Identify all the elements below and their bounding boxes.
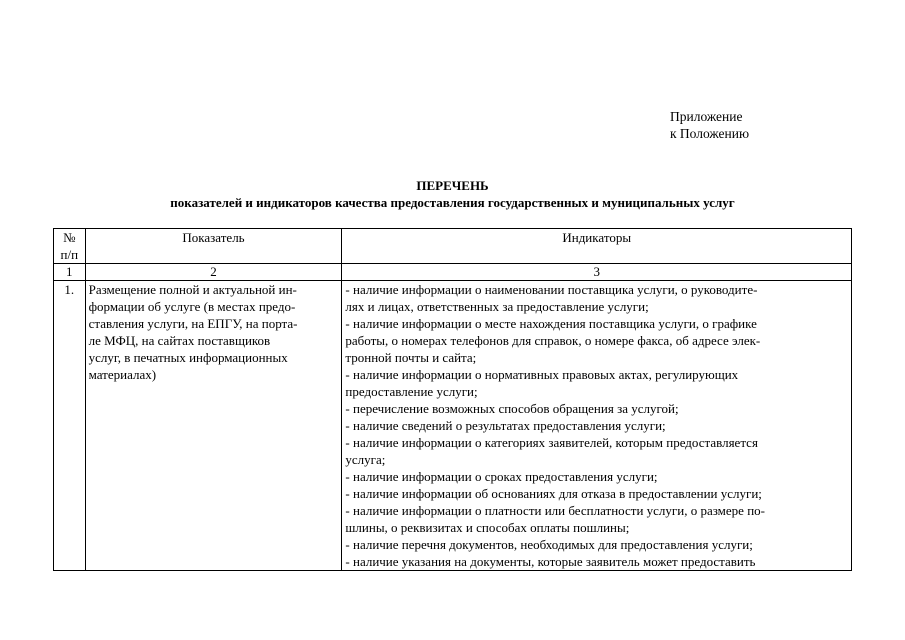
value-line: услуга; [345,452,386,467]
table-index-row [54,264,852,281]
row-indicator [85,281,342,571]
value-line: лях и лицах, ответственных за предоставление услуги; [345,299,649,314]
value-line: работы, о номерах телефонов для справок, о номере факса, об адресе элек- [345,333,761,348]
indicator-line: ле МФЦ, на сайтах поставщиков [88,333,271,348]
table-row [54,281,852,571]
index-cell-1: 1 [54,264,86,281]
document-subtitle: показателей и индикаторов качества предоставления государственных и муниципальных услуг [170,195,735,210]
indicator-line: услуг, в печатных информационных [88,350,288,365]
row-values [342,281,852,571]
appendix-line-1: Приложение [670,109,743,124]
indicator-line: Размещение полной и актуальной ин- [88,282,297,297]
table-header-row [54,229,852,264]
value-line: - наличие информации о месте нахождения поставщика услуги, о графике [345,316,757,331]
appendix-line-2: к Положению [670,126,750,141]
row-number: 1. [54,281,86,571]
header-indicator: Показатель [85,229,342,264]
value-line: предоставление услуги; [345,384,478,399]
document-title: ПЕРЕЧЕНЬ [416,178,489,193]
value-line: - наличие перечня документов, необходимых для предоставления услуги; [345,537,753,552]
indicator-line: формации об услуге (в местах предо- [88,299,296,314]
index-cell-3: 3 [342,264,852,281]
value-line: шлины, о реквизитах и способах оплаты пошлины; [345,520,630,535]
value-line: - наличие информации о нормативных правовых актах, регулирующих [345,367,739,382]
header-number [54,229,86,264]
value-line: - наличие информации о сроках предоставления услуги; [345,469,658,484]
indicator-line: ставления услуги, на ЕПГУ, на порта- [88,316,298,331]
value-line: - наличие указания на документы, которые заявитель может предоставить [345,554,756,569]
index-cell-2: 2 [85,264,342,281]
value-line: тронной почты и сайта; [345,350,477,365]
value-line: - наличие информации об основаниях для отказа в предоставлении услуги; [345,486,762,501]
appendix-caption [670,108,749,142]
header-number-line-2: п/п [60,247,79,262]
indicators-table [53,228,852,571]
value-line: - наличие информации о категориях заявителей, которым предоставляется [345,435,758,450]
header-values: Индикаторы [342,229,852,264]
value-line: - перечисление возможных способов обращения за услугой; [345,401,679,416]
value-line: - наличие информации о наименовании поставщика услуги, о руководите- [345,282,758,297]
indicator-line: материалах) [88,367,157,382]
value-line: - наличие сведений о результатах предоставления услуги; [345,418,666,433]
value-line: - наличие информации о платности или бесплатности услуги, о размере по- [345,503,765,518]
header-number-line-1: № [63,230,76,245]
